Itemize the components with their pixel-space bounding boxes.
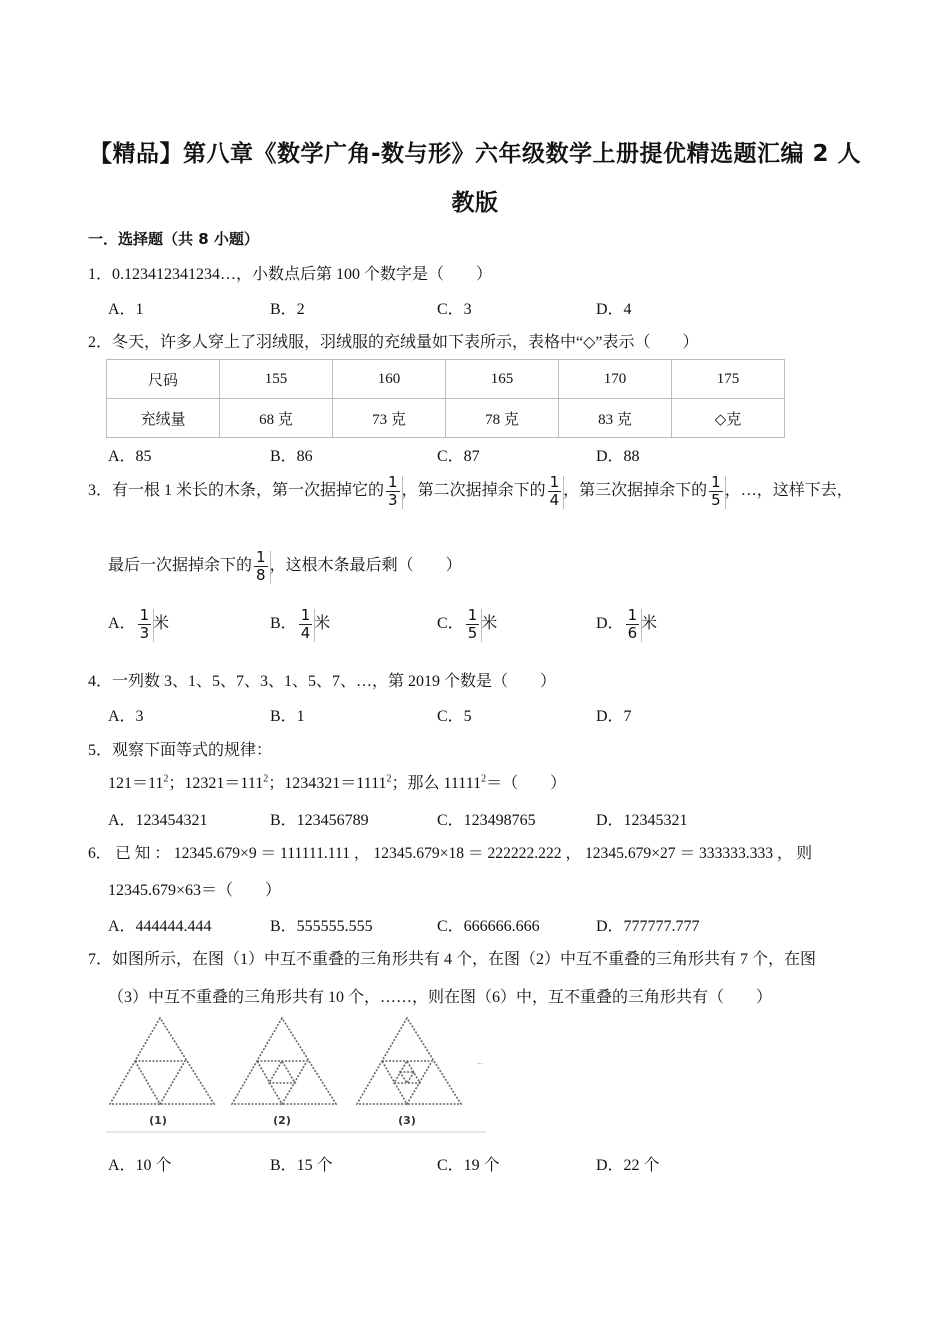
q5-option-a: A．123454321 — [108, 812, 208, 829]
numerator: 1 — [256, 548, 266, 566]
denominator: 4 — [300, 624, 311, 642]
table-cell: 175 — [672, 360, 785, 399]
q3-text-part: ，这根木条最后剩（ ） — [269, 557, 462, 575]
q3-option-b — [270, 607, 330, 642]
denominator: 6 — [627, 624, 638, 642]
option-label: C． — [437, 615, 464, 633]
numerator: 1 — [549, 473, 560, 491]
denominator: 5 — [711, 491, 721, 509]
question-4-text: 4．一列数 3、1、5、7、3、1、5、7、…，第 2019 个数是（ ） — [88, 673, 557, 690]
table-row — [107, 399, 785, 438]
page-title-line-1: 【精品】第八章《数学广角-数与形》六年级数学上册提优精选题汇编 2 人 — [88, 141, 862, 167]
table-cell: 尺码 — [107, 360, 220, 399]
denominator: 4 — [549, 491, 560, 509]
q2-option-c: C．87 — [437, 448, 480, 465]
q6-option-c: C．666666.666 — [437, 918, 540, 935]
question-7-text-2: （3）中互不重叠的三角形共有 10 个，……，则在图（6）中，互不重叠的三角形共有（ ） — [108, 989, 773, 1006]
q3-text-part: ，第三次据掉余下的 — [563, 482, 708, 500]
table-cell: 充绒量 — [107, 399, 220, 438]
option-label: B． — [270, 615, 297, 633]
figure-label-3: (3) — [398, 1114, 416, 1127]
fraction — [626, 607, 640, 642]
table-cell: 78 克 — [446, 399, 559, 438]
q1-option-b: B．2 — [270, 301, 305, 318]
q3-text-part: ，第二次据掉余下的 — [401, 482, 546, 500]
q4-option-b: B．1 — [270, 708, 305, 725]
q7-option-c: C．19 个 — [437, 1157, 500, 1174]
question-6-text: 6． 已 知 ： 12345.679×9 ＝ 111111.111 ， 12345.679×18 ＝ 222222.222 ， 12345.679×27 ＝ 333333.333 ， 则 — [88, 845, 813, 862]
triangle-figure — [106, 1012, 488, 1136]
q7-option-d: D．22 个 — [596, 1157, 660, 1174]
section-heading: 一．选择题（共 8 小题） — [88, 230, 259, 248]
question-3-line-1 — [88, 474, 853, 509]
table-row — [107, 360, 785, 399]
q2-option-b: B．86 — [270, 448, 313, 465]
unit: 米 — [153, 615, 170, 633]
down-fill-table — [106, 359, 785, 438]
fraction — [386, 474, 400, 509]
q3-text-part: 3．有一根 1 米长的木条，第一次据掉它的 — [88, 482, 385, 500]
question-3-line-2 — [108, 549, 462, 584]
exponent: 2 — [386, 773, 392, 785]
equation-part: ；1234321＝1111 — [268, 775, 387, 792]
question-7-text: 7．如图所示，在图（1）中互不重叠的三角形共有 4 个，在图（2）中互不重叠的三角形共有 7 个，在图 — [88, 951, 817, 968]
equation-part: ；12321＝111 — [168, 775, 264, 792]
q3-option-c — [437, 607, 497, 642]
numerator: 1 — [139, 606, 150, 624]
numerator: 1 — [711, 473, 721, 491]
fraction — [466, 607, 480, 642]
figure-label-1: (1) — [149, 1114, 167, 1127]
table-cell: ◇克 — [672, 399, 785, 438]
denominator: 8 — [256, 566, 266, 584]
denominator: 3 — [388, 491, 398, 509]
q4-option-a: A．3 — [108, 708, 144, 725]
q3-text-part: ，…，这样下去， — [724, 482, 853, 500]
equation-part: ＝（ ） — [486, 775, 567, 792]
fraction — [138, 607, 152, 642]
unit: 米 — [314, 615, 331, 633]
q3-option-a — [108, 607, 169, 642]
exponent: 2 — [163, 773, 169, 785]
triangle-figure-2 — [232, 1018, 336, 1104]
exponent: 2 — [263, 773, 269, 785]
fraction — [548, 474, 562, 509]
denominator: 3 — [139, 624, 150, 642]
option-label: A． — [108, 615, 136, 633]
triangle-figure-3 — [357, 1018, 461, 1104]
q7-option-a: A．10 个 — [108, 1157, 172, 1174]
q2-option-a: A．85 — [108, 448, 152, 465]
numerator: 1 — [388, 473, 398, 491]
table-cell: 170 — [559, 360, 672, 399]
q6-option-a: A．444444.444 — [108, 918, 212, 935]
q1-option-a: A．1 — [108, 301, 144, 318]
figure-label-2: (2) — [273, 1114, 291, 1127]
numerator: 1 — [627, 606, 638, 624]
numerator: 1 — [300, 606, 311, 624]
table-cell: 68 克 — [220, 399, 333, 438]
equation-part: ；那么 11111 — [391, 775, 482, 792]
q3-option-d — [596, 607, 657, 642]
question-1-text: 1．0.123412341234…，小数点后第 100 个数字是（ ） — [88, 266, 493, 283]
q7-option-b: B．15 个 — [270, 1157, 333, 1174]
question-5-equation — [108, 770, 566, 793]
table-cell: 73 克 — [333, 399, 446, 438]
q5-option-d: D．12345321 — [596, 812, 688, 829]
table-cell: 165 — [446, 360, 559, 399]
question-5-text: 5．观察下面等式的规律： — [88, 742, 273, 759]
page-title-line-2: 教版 — [451, 190, 499, 216]
fraction — [709, 474, 723, 509]
triangle-figure-1 — [110, 1018, 214, 1104]
question-2-text: 2．冬天，许多人穿上了羽绒服，羽绒服的充绒量如下表所示，表格中“◇”表示（ ） — [88, 334, 699, 351]
q5-option-b: B．123456789 — [270, 812, 369, 829]
q1-option-d: D．4 — [596, 301, 632, 318]
table-cell: 155 — [220, 360, 333, 399]
q6-option-d: D．777777.777 — [596, 918, 700, 935]
fraction — [254, 549, 268, 584]
exponent: 2 — [481, 773, 487, 785]
option-label: D． — [596, 615, 624, 633]
table-cell: 160 — [333, 360, 446, 399]
fraction — [299, 607, 313, 642]
q4-option-d: D．7 — [596, 708, 632, 725]
equation-part: 121＝11 — [108, 775, 164, 792]
question-6-text-2: 12345.679×63＝（ ） — [108, 882, 282, 899]
q5-option-c: C．123498765 — [437, 812, 536, 829]
unit: 米 — [481, 615, 498, 633]
q4-option-c: C．5 — [437, 708, 472, 725]
q6-option-b: B．555555.555 — [270, 918, 373, 935]
table-cell: 83 克 — [559, 399, 672, 438]
numerator: 1 — [467, 606, 478, 624]
q3-text-part: 最后一次据掉余下的 — [108, 557, 253, 575]
denominator: 5 — [467, 624, 478, 642]
unit: 米 — [641, 615, 658, 633]
svg-text:···: ··· — [477, 1061, 483, 1068]
q1-option-c: C．3 — [437, 301, 472, 318]
q2-option-d: D．88 — [596, 448, 640, 465]
